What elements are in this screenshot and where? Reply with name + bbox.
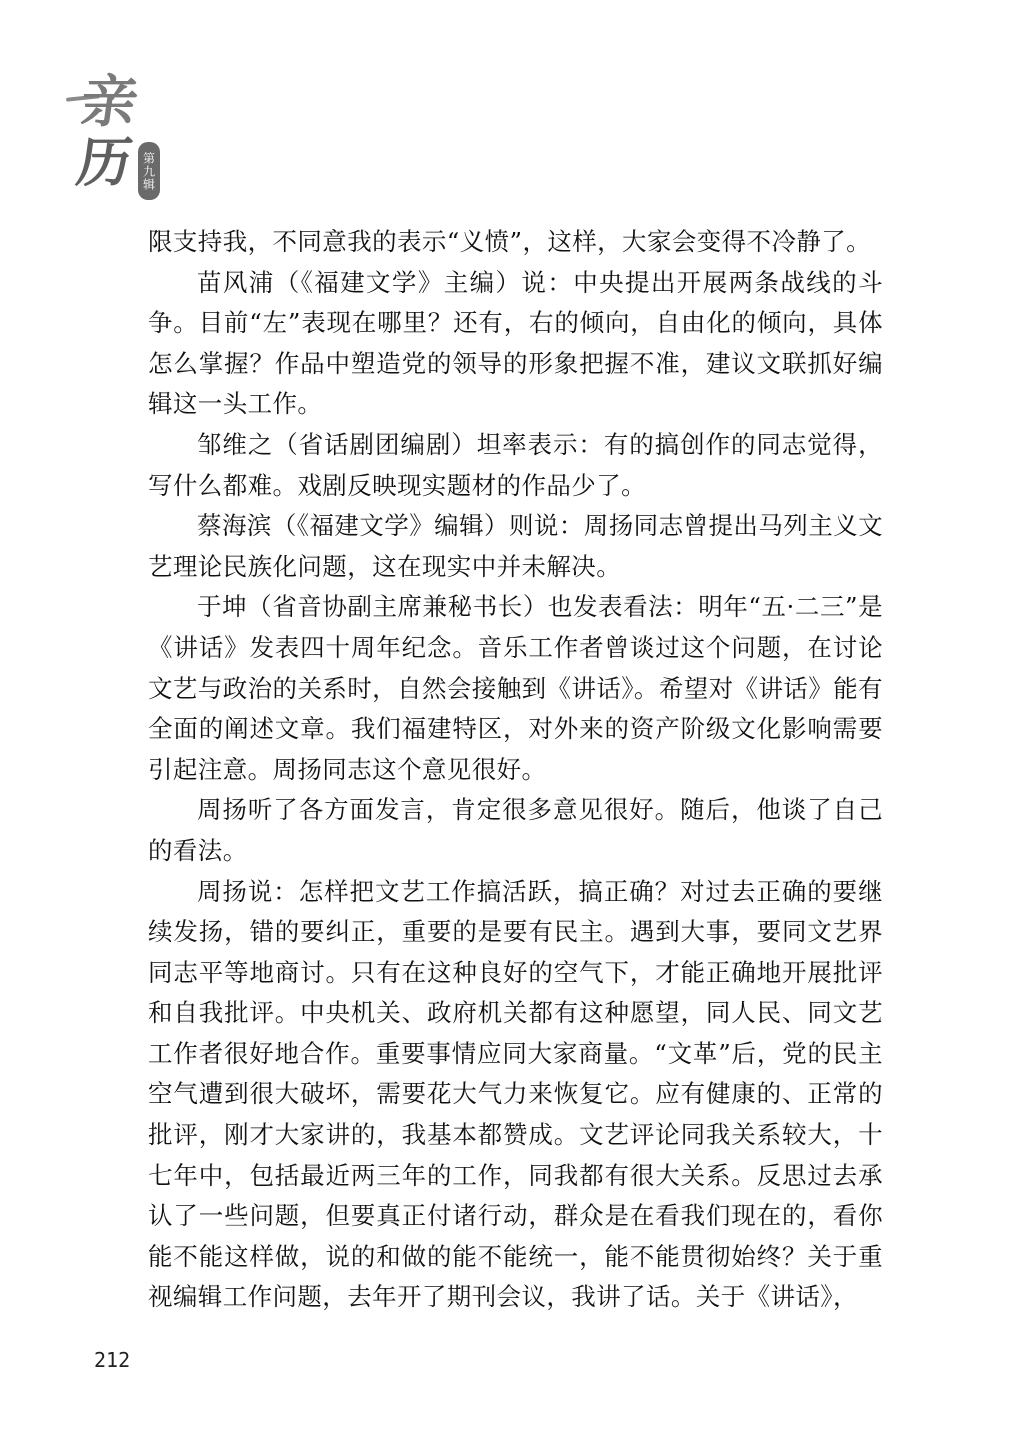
logo-seal-text: 第九辑 bbox=[141, 151, 156, 191]
book-series-logo bbox=[64, 56, 174, 194]
paragraph: 周扬说：怎样把文艺工作搞活跃，搞正确？对过去正确的要继续发扬，错的要纠正，重要的是要有民主。遇到大事，要同文艺界同志平等地商讨。只有在这种良好的空气下，才能正确地开展批评和自我批评。中央机关、政府机关都有这种愿望，同人民、同文艺工作者很好地合作。重要事情应同大家商量。“文革”后，党的民主空气遭到很大破坏，需要花大气力来恢复它。应有健康的、正常的批评，刚才大家讲的，我基本都赞成。文艺评论同我关系较大，十七年中，包括最近两三年的工作，同我都有很大关系。反思过去承认了一些问题，但要真正付诸行动，群众是在看我们现在的，看你能不能这样做，说的和做的能不能统一，能不能贯彻始终？关于重视编辑工作问题，去年开了期刊会议，我讲了话。关于《讲话》， bbox=[148, 876, 883, 1312]
logo-character-1: 亲 bbox=[76, 69, 143, 135]
paragraph: 苗风浦（《福建文学》主编）说：中央提出开展两条战线的斗争。目前“左”表现在哪里？还有，右的倾向，自由化的倾向，具体怎么掌握？作品中塑造党的领导的形象把握不准，建议文联抓好编辑这一头工作。 bbox=[148, 267, 883, 419]
paragraph: 周扬听了各方面发言，肯定很多意见很好。随后，他谈了自己的看法。 bbox=[148, 795, 883, 865]
paragraph: 蔡海滨（《福建文学》编辑）则说：周扬同志曾提出马列主义文艺理论民族化问题，这在现实中并未解决。 bbox=[148, 511, 883, 581]
paragraph: 于坤（省音协副主席兼秘书长）也发表看法：明年“五·二三”是《讲话》发表四十周年纪念。音乐工作者曾谈过这个问题，在讨论文艺与政治的关系时，自然会接触到《讲话》。希望对《讲话》能有全面的阐述文章。我们福建特区，对外来的资产阶级文化影响需要引起注意。周扬同志这个意见很好。 bbox=[148, 592, 883, 784]
logo-seal bbox=[138, 142, 160, 200]
logo-character-2: 历 bbox=[73, 130, 137, 194]
page-number: 212 bbox=[94, 1348, 131, 1372]
paragraph: 邹维之（省话剧团编剧）坦率表示：有的搞创作的同志觉得，写什么都难。戏剧反映现实题材的作品少了。 bbox=[148, 429, 883, 500]
body-text bbox=[148, 222, 883, 1318]
paragraph-continued: 限支持我，不同意我的表示“义愤”，这样，大家会变得不冷静了。 bbox=[148, 227, 872, 256]
